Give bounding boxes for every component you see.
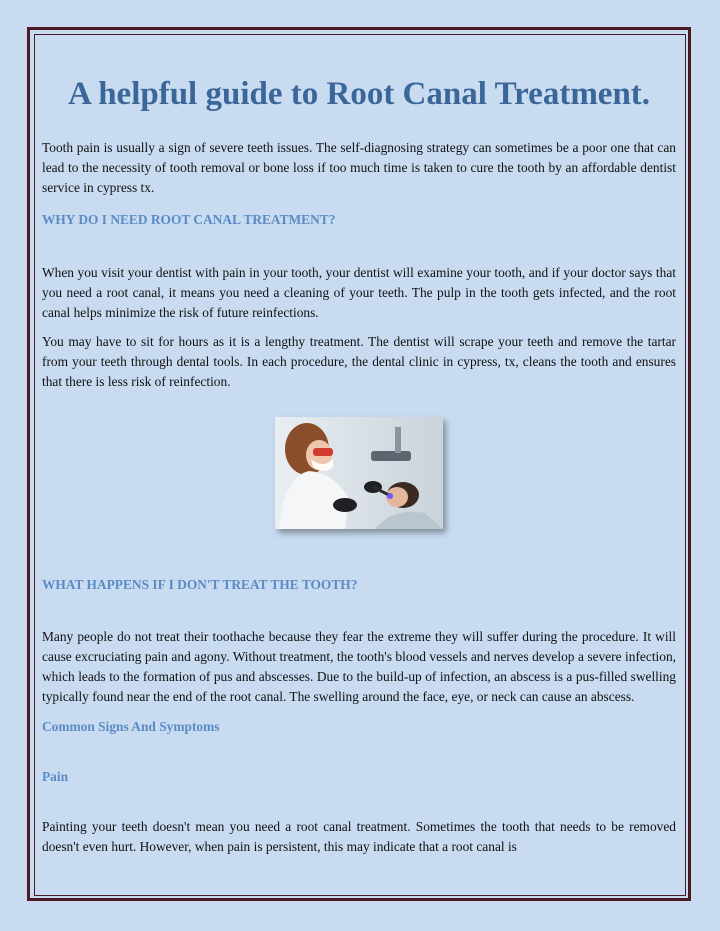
section-heading-why: WHY DO I NEED ROOT CANAL TREATMENT? xyxy=(42,212,336,227)
document-body xyxy=(42,60,676,857)
dental-photo-illustration xyxy=(275,417,443,529)
why-paragraph-1: When you visit your dentist with pain in your tooth, your dentist will examine your tooth, and if your doctor says that you need a root canal, it means you need a cleaning of your teeth. The pulp in the tooth gets infected, and the root canal helps minimize the risk of future reinfections. xyxy=(42,265,676,320)
pain-paragraph: Painting your teeth doesn't mean you need a root canal treatment. Sometimes the tooth that needs to be removed doesn't even hurt. However, when pain is persistent, this may indicate that a root canal is xyxy=(42,819,676,854)
why-paragraph-2: You may have to sit for hours as it is a lengthy treatment. The dentist will scrape your teeth and remove the tartar from your teeth through dental tools. In each procedure, the dental clinic in cypress, tx, cleans the tooth and ensures that there is less risk of reinfection. xyxy=(42,334,676,389)
section-heading-what: WHAT HAPPENS IF I DON'T TREAT THE TOOTH? xyxy=(42,577,358,592)
intro-paragraph: Tooth pain is usually a sign of severe teeth issues. The self-diagnosing strategy can sometimes be a poor one that can lead to the necessity of tooth removal or bone loss if too much time is taken to cure the tooth by an affordable dentist service in cypress tx. xyxy=(42,140,676,195)
document-title: A helpful guide to Root Canal Treatment. xyxy=(67,76,651,112)
what-paragraph-1: Many people do not treat their toothache because they fear the extreme they will suffer during the procedure. It will cause excruciating pain and agony. Without treatment, the tooth's blood vessels and nerves develop a severe infection, which leads to the formation of pus and abscesses. Due to the build-up of infection, an abscess is a pus-filled swelling typically found near the end of the root canal. The swelling around the face, eye, or neck can cause an abscess. xyxy=(42,629,676,704)
section-heading-signs: Common Signs And Symptoms xyxy=(42,719,220,734)
section-heading-pain: Pain xyxy=(42,769,69,784)
dental-treatment-photo xyxy=(275,417,443,529)
